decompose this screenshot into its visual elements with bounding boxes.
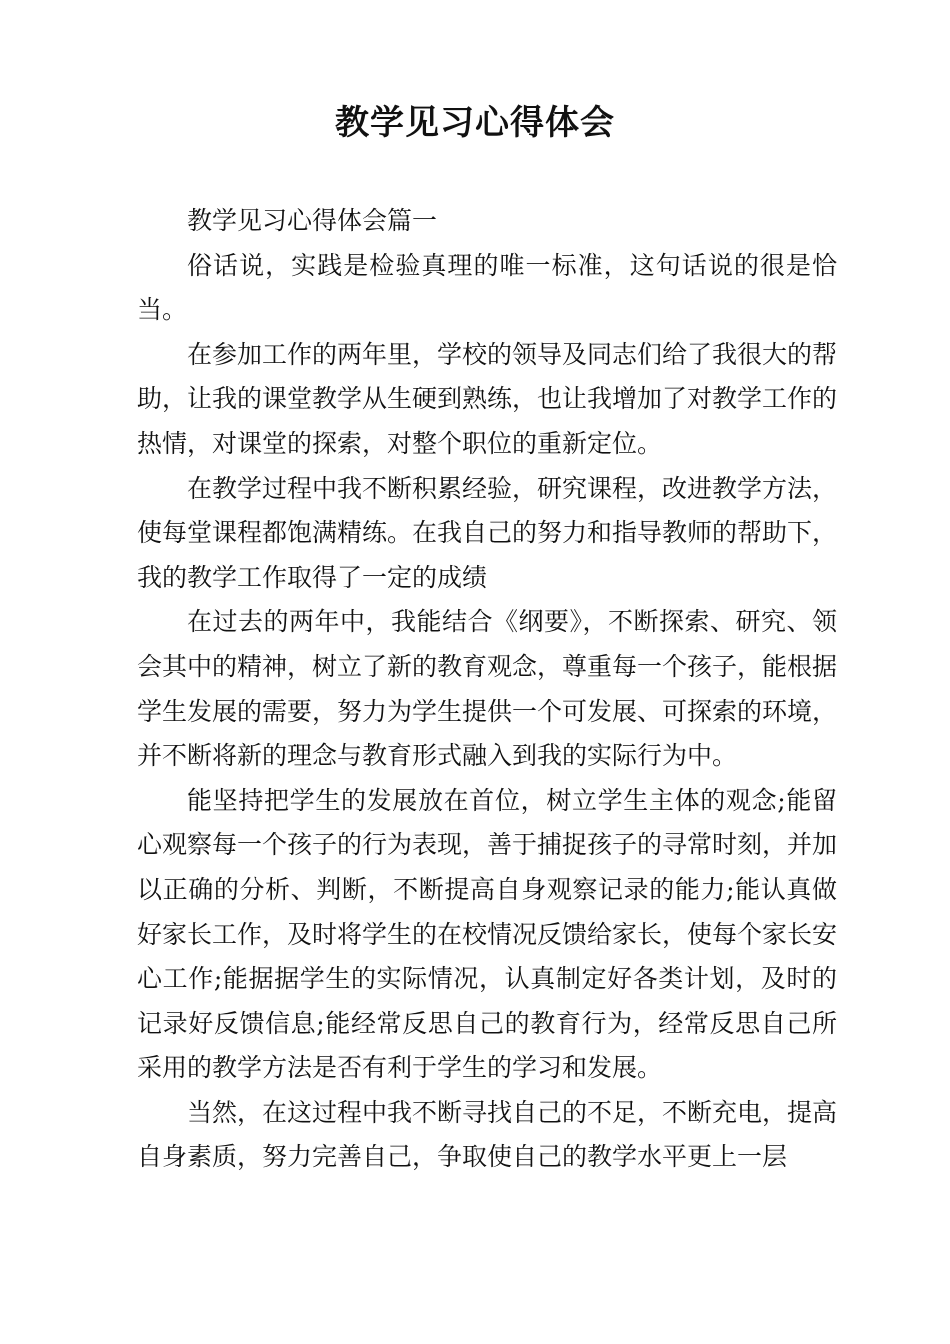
document-body <box>137 199 837 1180</box>
paragraph: 在过去的两年中，我能结合《纲要》，不断探索、研究、领会其中的精神，树立了新的教育观念，尊重每一个孩子，能根据学生发展的需要，努力为学生提供一个可发展、可探索的环境，并不断将新的理念与教育形式融入到我的实际行为中。 <box>137 607 838 771</box>
paragraph: 在参加工作的两年里，学校的领导及同志们给了我很大的帮助，让我的课堂教学从生硬到熟练，也让我增加了对教学工作的热情，对课堂的探索，对整个职位的重新定位。 <box>137 339 838 458</box>
paragraph: 能坚持把学生的发展放在首位，树立学生主体的观念;能留心观察每一个孩子的行为表现，善于捕捉孩子的寻常时刻，并加以正确的分析、判断，不断提高自身观察记录的能力;能认真做好家长工作，及时将学生的在校情况反馈给家长，使每个家长安心工作;能据据学生的实际情况，认真制定好各类计划，及时的记录好反馈信息;能经常反思自己的教育行为，经常反思自己所采用的教学方法是否有利于学生的学习和发展。 <box>137 785 838 1083</box>
paragraph: 当然，在这过程中我不断寻找自己的不足，不断充电，提高自身素质，努力完善自己，争取使自己的教学水平更上一层 <box>137 1097 838 1172</box>
paragraph: 俗话说，实践是检验真理的唯一标准，这句话说的很是恰当。 <box>137 250 837 325</box>
section-heading: 教学见习心得体会篇一 <box>187 206 438 235</box>
document-title: 教学见习心得体会 <box>335 103 615 143</box>
paragraph: 在教学过程中我不断积累经验，研究课程，改进教学方法，使每堂课程都饱满精练。在我自己的努力和指导教师的帮助下，我的教学工作取得了一定的成绩 <box>137 473 838 592</box>
